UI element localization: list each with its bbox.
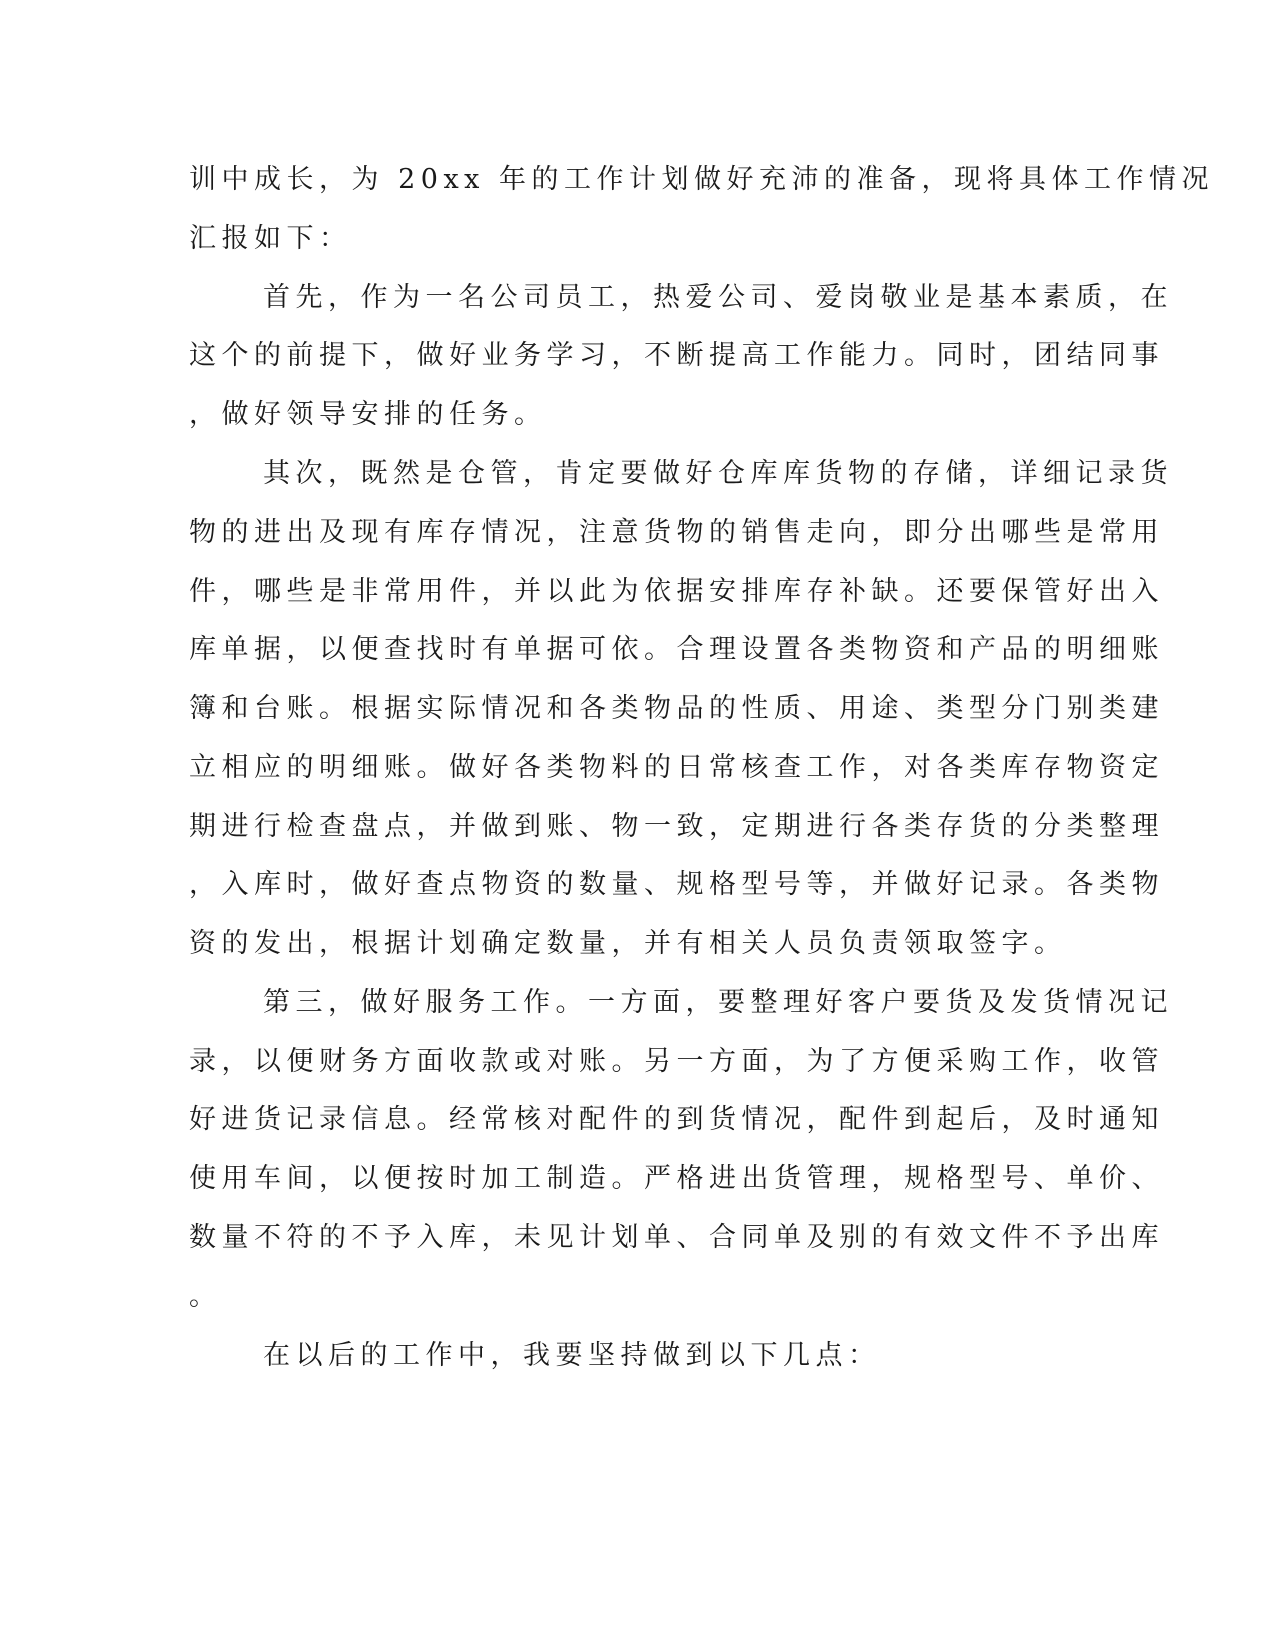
- text-line: 立相应的明细账。做好各类物料的日常核查工作，对各类库存物资定: [189, 752, 1164, 783]
- text-line: 数量不符的不予入库，未见计划单、合同单及别的有效文件不予出库: [189, 1222, 1164, 1253]
- text-line: ，入库时，做好查点物资的数量、规格型号等，并做好记录。各类物: [189, 869, 1164, 900]
- text-line: ，做好领导安排的任务。: [189, 399, 547, 430]
- text-line: 这个的前提下，做好业务学习，不断提高工作能力。同时，团结同事: [189, 340, 1164, 371]
- text-line: 物的进出及现有库存情况，注意货物的销售走向，即分出哪些是常用: [189, 517, 1164, 548]
- text-line: 汇报如下：: [189, 223, 352, 254]
- text-line: 件，哪些是非常用件，并以此为依据安排库存补缺。还要保管好出入: [189, 576, 1164, 607]
- text-line: 期进行检查盘点，并做到账、物一致，定期进行各类存货的分类整理: [189, 811, 1164, 842]
- text-line: 好进货记录信息。经常核对配件的到货情况，配件到起后，及时通知: [189, 1104, 1164, 1135]
- text-line: 资的发出，根据计划确定数量，并有相关人员负责领取签字。: [189, 928, 1067, 959]
- text-line: 录，以便财务方面收款或对账。另一方面，为了方便采购工作，收管: [189, 1046, 1164, 1077]
- text-line: 库单据，以便查找时有单据可依。合理设置各类物资和产品的明细账: [189, 634, 1164, 665]
- paragraph-first-line: 在以后的工作中，我要坚持做到以下几点：: [263, 1340, 881, 1371]
- paragraph-first-line: 第三，做好服务工作。一方面，要整理好客户要货及发货情况记: [263, 987, 1173, 1018]
- paragraph-first-line: 其次，既然是仓管，肯定要做好仓库库货物的存储，详细记录货: [263, 458, 1173, 489]
- text-line: 簿和台账。根据实际情况和各类物品的性质、用途、类型分门别类建: [189, 693, 1164, 724]
- text-line: 训中成长，为 20xx 年的工作计划做好充沛的准备，现将具体工作情况: [189, 164, 1214, 195]
- text-line: 。: [189, 1281, 222, 1312]
- text-line: 使用车间，以便按时加工制造。严格进出货管理，规格型号、单价、: [189, 1163, 1164, 1194]
- paragraph-first-line: 首先，作为一名公司员工，热爱公司、爱岗敬业是基本素质，在: [263, 282, 1173, 313]
